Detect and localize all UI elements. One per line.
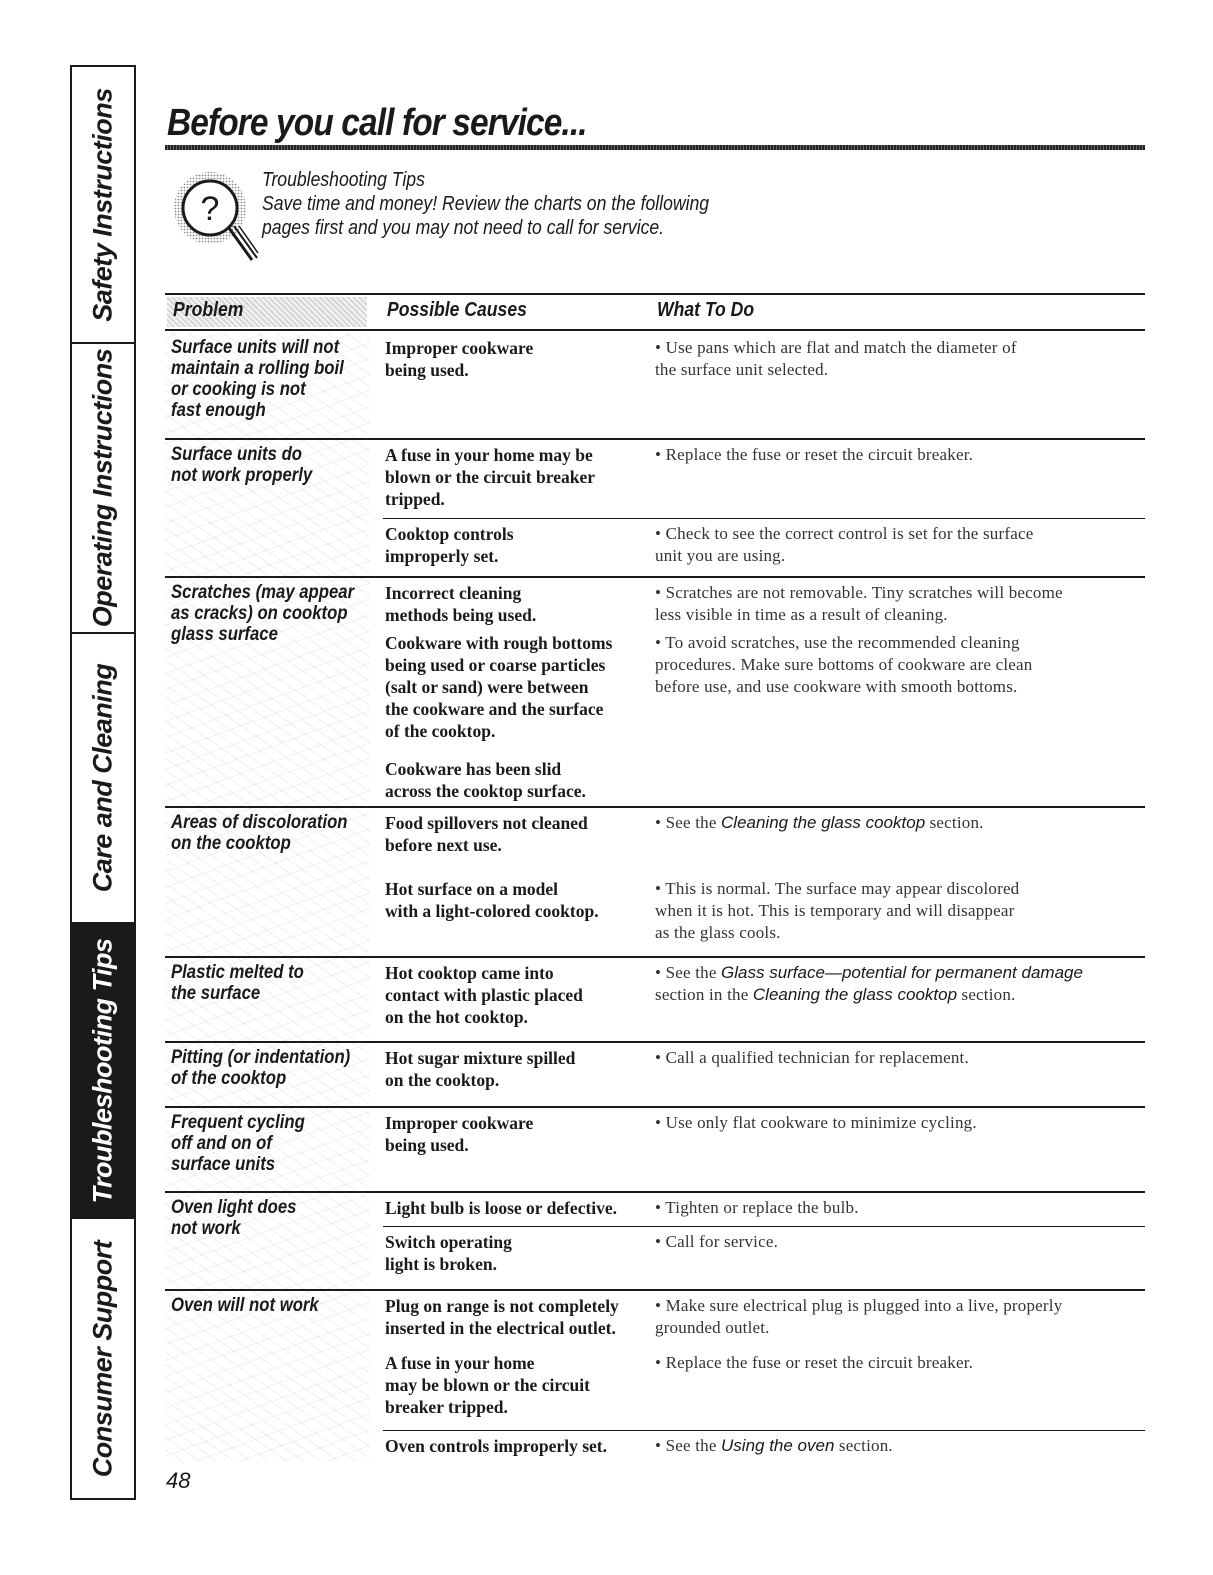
cause-line: Hot surface on a model [385,879,559,899]
todo-fragment: • See the [655,963,722,982]
cause-text [385,337,650,381]
todo-text [655,812,1145,834]
todo-line: before use, and use cookware with smooth bottoms. [655,677,1018,696]
tab-safety-instructions[interactable] [72,67,134,344]
problem-cell [165,440,370,576]
cause-block [383,808,1145,874]
todo-line: as the glass cools. [655,923,781,942]
todo-text [655,1231,1145,1253]
todo-text [655,632,1145,698]
todo-line: • Call a qualified technician for replacement. [655,1048,969,1067]
cause-line: on the hot cooktop. [385,1007,528,1027]
cause-text [385,582,650,626]
cause-line: may be blown or the circuit [385,1375,590,1395]
magnifier-question-icon [168,168,268,268]
todo-line: procedures. Make sure bottoms of cookware are clean [655,655,1033,674]
problem-line: Frequent cycling [171,1112,305,1133]
cause-line: A fuse in your home may be [385,445,593,465]
problem-text [171,1047,350,1089]
cause-line: contact with plastic placed [385,985,583,1005]
cause-text [385,1435,650,1457]
problem-line: not work properly [171,465,313,486]
what-to-do-header: What To Do [657,299,755,321]
cause-line: inserted in the electrical outlet. [385,1318,616,1338]
tips-line: pages first and you may not need to call for service. [262,217,665,239]
todo-fragment: section. [957,985,1016,1004]
cause-line: Improper cookware [385,1113,534,1133]
table-row [165,808,1145,958]
cause-line: on the cooktop. [385,1070,500,1090]
todo-text [655,962,1145,1006]
todo-fragment: section. [925,813,984,832]
problem-header: Problem [173,299,244,321]
cause-block [383,578,1145,628]
cause-block [383,1193,1145,1226]
cause-block [383,874,1145,956]
todo-line: • Use only flat cookware to minimize cycling. [655,1113,977,1132]
cause-block [383,1043,1145,1106]
problem-line: fast enough [171,400,266,421]
cause-block [383,1291,1145,1348]
cause-line: Cooktop controls [385,524,514,544]
tips-text [262,168,709,240]
todo-line: • Make sure electrical plug is plugged into a live, properly [655,1296,1063,1315]
table-header [165,293,1145,331]
cause-text [385,1295,650,1339]
table-row [165,958,1145,1043]
problem-cell [165,333,370,438]
causes-header: Possible Causes [387,299,527,321]
cause-text [385,1352,650,1418]
todo-line: • Use pans which are flat and match the diameter of [655,338,1017,357]
cause-block [383,958,1145,1041]
table-row [165,1043,1145,1108]
cause-line: methods being used. [385,605,537,625]
tips-heading: Troubleshooting Tips [262,169,425,191]
problem-line: or cooking is not [171,379,306,400]
tab-troubleshooting-tips[interactable] [72,924,134,1219]
tab-label: Operating Instructions [87,348,118,628]
problem-cell [165,1043,370,1106]
cause-block [383,440,1145,518]
cause-block [383,1108,1145,1191]
todo-line: • This is normal. The surface may appear discolored [655,879,1020,898]
cause-line: Switch operating [385,1232,512,1252]
problem-line: maintain a rolling boil [171,358,344,379]
problem-line: on the cooktop [171,833,291,854]
cause-line: tripped. [385,489,445,509]
problem-text [171,812,348,854]
cause-line: Improper cookware [385,338,534,358]
tab-label: Care and Cleaning [87,663,118,893]
problem-cell [165,958,370,1041]
problem-text [171,1112,305,1175]
cause-line: of the cooktop. [385,721,496,741]
problem-line: as cracks) on cooktop [171,603,348,624]
table-row [165,1108,1145,1193]
problem-line: Surface units do [171,444,302,465]
problem-text [171,1295,319,1316]
svg-text:?: ? [200,190,220,228]
cause-text [385,758,650,802]
section-reference: Cleaning the glass cooktop [721,813,926,832]
problem-text [171,1197,296,1239]
todo-line [655,962,1145,984]
page-title: Before you call for service... [167,102,587,144]
todo-text [655,523,1145,567]
problem-line: Areas of discoloration [171,812,348,833]
todo-line: • Scratches are not removable. Tiny scratches will become [655,583,1063,602]
todo-line: • Replace the fuse or reset the circuit breaker. [655,1353,974,1372]
problem-cell [165,1291,370,1461]
problem-line: Scratches (may appear [171,582,355,603]
page-number: 48 [166,1468,191,1493]
todo-fragment: section in the [655,985,753,1004]
todo-text [655,1352,1145,1374]
todo-line: • Tighten or replace the bulb. [655,1198,859,1217]
tab-consumer-support[interactable] [72,1219,134,1498]
table-row [165,1291,1145,1461]
todo-fragment: • See the [655,1436,722,1455]
todo-text [655,1197,1145,1219]
cause-line: Cookware with rough bottoms [385,633,613,653]
title-rule [165,145,1145,150]
cause-line: (salt or sand) were between [385,677,589,697]
todo-text [655,1112,1145,1134]
tab-label: Consumer Support [87,1240,118,1477]
table-row [165,333,1145,440]
problem-line: Pitting (or indentation) [171,1047,351,1068]
cause-block [383,754,1145,806]
todo-line: • Check to see the correct control is set for the surface [655,524,1034,543]
problem-line: surface units [171,1154,276,1175]
todo-line: the surface unit selected. [655,360,829,379]
problem-line: Oven light does [171,1197,297,1218]
todo-fragment: section. [834,1436,893,1455]
todo-line [655,812,1145,834]
cause-line: A fuse in your home [385,1353,535,1373]
todo-text [655,1047,1145,1069]
cause-line: light is broken. [385,1254,497,1274]
cause-line: Oven controls improperly set. [385,1436,607,1456]
problem-line: Surface units will not [171,337,340,358]
todo-line: • Call for service. [655,1232,779,1251]
cause-line: Hot cooktop came into [385,963,554,983]
cause-block [383,1430,1145,1462]
cause-line: across the cooktop surface. [385,781,586,801]
cause-text [385,962,650,1028]
cause-block [383,1226,1145,1290]
todo-text [655,1435,1145,1457]
cause-line: being used. [385,1135,469,1155]
todo-line: grounded outlet. [655,1318,770,1337]
cause-line: Hot sugar mixture spilled [385,1048,576,1068]
cause-line: before next use. [385,835,502,855]
tab-operating-instructions[interactable] [72,344,134,634]
problem-text [171,582,354,645]
cause-line: improperly set. [385,546,499,566]
problem-line: not work [171,1218,241,1239]
cause-line: with a light-colored cooktop. [385,901,599,921]
cause-line: Light bulb is loose or defective. [385,1198,618,1218]
section-reference: Using the oven [721,1436,835,1455]
section-reference: Cleaning the glass cooktop [752,985,958,1004]
cause-text [385,523,650,567]
cause-text [385,878,650,922]
todo-text [655,878,1145,944]
cause-line: blown or the circuit breaker [385,467,595,487]
cause-text [385,1231,650,1275]
cause-line: being used. [385,360,469,380]
cause-line: Food spillovers not cleaned [385,813,588,833]
problem-line: Oven will not work [171,1295,319,1316]
todo-text [655,1295,1145,1339]
todo-line [655,1435,1145,1457]
cause-block [383,333,1145,438]
section-reference: Glass surface—potential for permanent damage [721,963,1083,982]
problem-line: Plastic melted to [171,962,304,983]
tab-label: Troubleshooting Tips [87,938,118,1203]
problem-line: of the cooktop [171,1068,287,1089]
cause-block [383,518,1145,577]
problem-line: glass surface [171,624,278,645]
todo-line [655,984,1145,1006]
todo-line: • Replace the fuse or reset the circuit breaker. [655,445,974,464]
cause-line: Incorrect cleaning [385,583,522,603]
cause-line: Cookware has been slid [385,759,562,779]
todo-text [655,337,1145,381]
problem-line: off and on of [171,1133,272,1154]
tab-care-and-cleaning[interactable] [72,634,134,924]
cause-text [385,1112,650,1156]
cause-block [383,628,1145,754]
problem-cell [165,578,370,806]
table-row [165,1193,1145,1291]
side-tabs [70,65,136,1500]
cause-text [385,1047,650,1091]
cause-text [385,1197,650,1219]
problem-cell [165,808,370,956]
tab-label: Safety Instructions [87,87,118,322]
todo-text [655,582,1145,626]
problem-cell [165,1108,370,1191]
problem-text [171,962,304,1004]
table-row [165,440,1145,578]
cause-line: Plug on range is not completely [385,1296,619,1316]
cause-line: being used or coarse particles [385,655,606,675]
todo-line: less visible in time as a result of cleaning. [655,605,948,624]
problem-text [171,337,344,421]
cause-text [385,812,650,856]
cause-line: breaker tripped. [385,1397,508,1417]
cause-text [385,444,650,510]
todo-text [655,444,1145,466]
todo-line: unit you are using. [655,546,786,565]
problem-line: the surface [171,983,261,1004]
problem-text [171,444,312,486]
table-row [165,578,1145,808]
todo-line: • To avoid scratches, use the recommended cleaning [655,633,1020,652]
tips-line: Save time and money! Review the charts on the following [262,193,710,215]
cause-line: the cookware and the surface [385,699,604,719]
cause-text [385,632,650,742]
todo-line: when it is hot. This is temporary and will disappear [655,901,1015,920]
problem-cell [165,1193,370,1289]
cause-block [383,1348,1145,1430]
todo-fragment: • See the [655,813,722,832]
